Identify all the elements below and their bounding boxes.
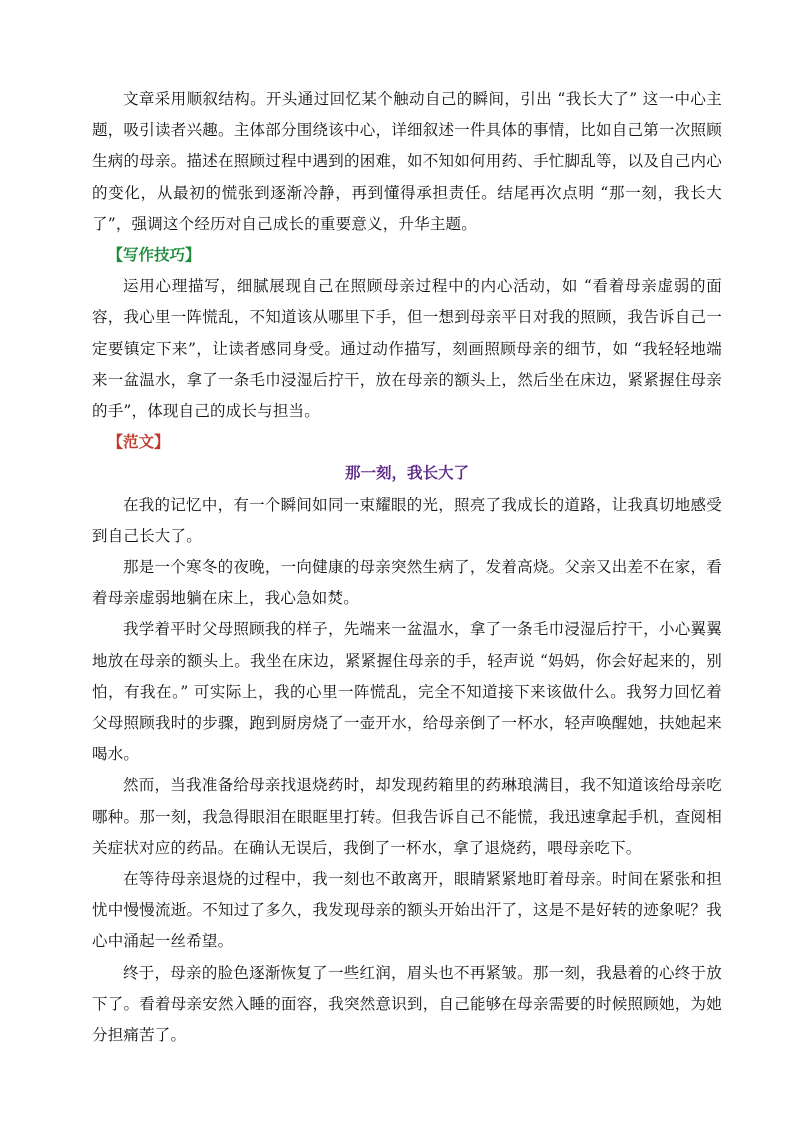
- essay-paragraph: 在我的记忆中，有一个瞬间如同一束耀眼的光，照亮了我成长的道路，让我真切地感受到自己长大了。: [92, 495, 722, 545]
- techniques-paragraph: 运用心理描写，细腻展现自己在照顾母亲过程中的内心活动，如 “看着母亲虚弱的面容，我心里一阵慌乱，不知道该从哪里下手，但一想到母亲平日对我的照顾，我告诉自己一定要镇定下来”，让读者感同身受。通过动作描写，刻画照顾母亲的细节，如 “我轻轻地端来一盆温水，拿了一条毛巾浸湿后拧干，放在母亲的额头上，然后坐在床边，紧紧握住母亲的手”，体现自己的成长与担当。: [92, 277, 722, 421]
- essay-title: 那一刻，我长大了: [344, 464, 469, 483]
- structure-paragraph: 文章采用顺叙结构。开头通过回忆某个触动自己的瞬间，引出 “我长大了” 这一中心主题，吸引读者兴趣。主体部分围绕该中心，详细叙述一件具体的事情，比如自己第一次照顾生病的母亲。描述在照顾过程中遇到的困难，如不知如何用药、手忙脚乱等，以及自己内心的变化，从最初的慌张到逐渐冷静，再到懂得承担责任。结尾再次点明 “那一刻，我长大了”，强调这个经历对自己成长的重要意义，升华主题。: [92, 90, 722, 233]
- essay-paragraph: 终于，母亲的脸色逐渐恢复了一些红润，眉头也不再紧皱。那一刻，我悬着的心终于放下了。看着母亲安然入睡的面容，我突然意识到，自己能够在母亲需要的时候照顾她，为她分担痛苦了。: [92, 963, 722, 1045]
- essay-paragraph: 那是一个寒冬的夜晚，一向健康的母亲突然生病了，发着高烧。父亲又出差不在家，看着母亲虚弱地躺在床上，我心急如焚。: [92, 558, 722, 608]
- essay-paragraph: 然而，当我准备给母亲找退烧药时，却发现药箱里的药琳琅满目，我不知道该给母亲吃哪种。那一刻，我急得眼泪在眼眶里打转。但我告诉自己不能慌，我迅速拿起手机，查阅相关症状对应的药品。在确认无误后，我倒了一杯水，拿了退烧药，喂母亲吃下。: [92, 776, 722, 857]
- essay-paragraph: 我学着平时父母照顾我的样子，先端来一盆温水，拿了一条毛巾浸湿后拧干，小心翼翼地放在母亲的额头上。我坐在床边，紧紧握住母亲的手，轻声说 “妈妈，你会好起来的，别怕，有我在。” 可实际上，我的心里一阵慌乱，完全不知道接下来该做什么。我努力回忆着父母照顾我时的步骤，跑到厨房烧了一壶开水，给母亲倒了一杯水，轻声唤醒她，扶她起来喝水。: [92, 620, 722, 764]
- techniques-heading: 【写作技巧】: [107, 246, 201, 265]
- document-content: [92, 84, 722, 1051]
- sample-heading: 【范文】: [107, 433, 170, 452]
- essay-paragraph: 在等待母亲退烧的过程中，我一刻也不敢离开，眼睛紧紧地盯着母亲。时间在紧张和担忧中慢慢流逝。不知过了多久，我发现母亲的额头开始出汗了，这是不是好转的迹象呢？我心中涌起一丝希望。: [92, 870, 722, 951]
